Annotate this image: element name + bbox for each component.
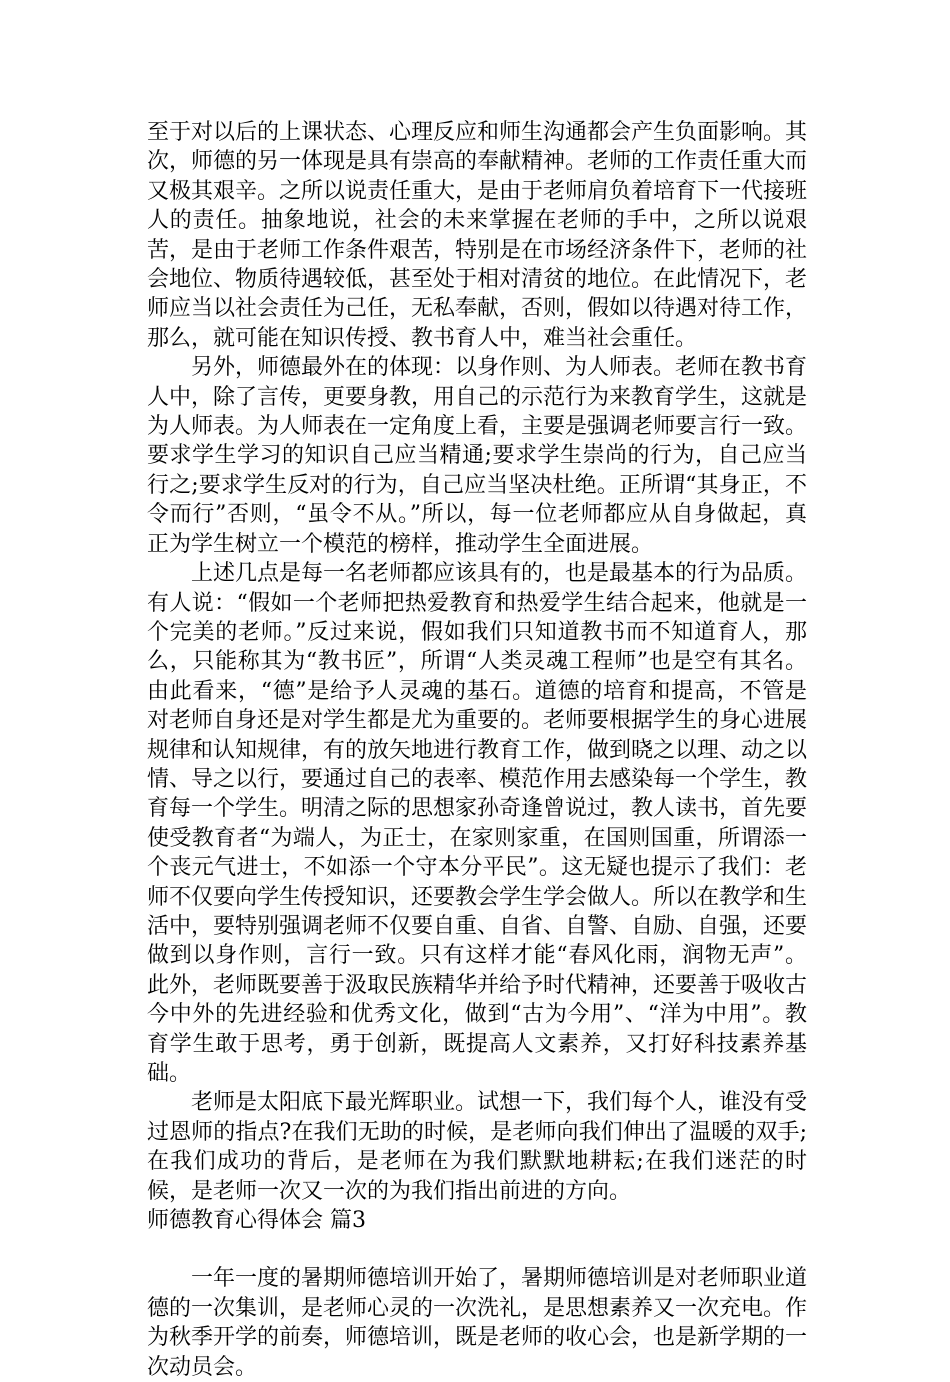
paragraph-summer-training: 一年一度的暑期师德培训开始了，暑期师德培训是对老师职业道德的一次集训，是老师心灵的一次洗礼，是思想素养又一次充电。作为秋季开学的前奏，师德培训，既是老师的收心会，也是新学期的一次动员会。 [147, 1266, 808, 1380]
blank-line [147, 1235, 807, 1264]
section-heading: 师德教育心得体会 篇3 [147, 1208, 366, 1234]
paragraph-noble-profession: 老师是太阳底下最光辉职业。试想一下，我们每个人，谁没有受过恩师的指点?在我们无助的时候，是老师向我们伸出了温暖的双手;在我们成功的背后，是老师在为我们默默地耕耘;在我们迷茫的时候，是老师一次又一次的为我们指出前进的方向。 [147, 1090, 808, 1204]
paragraph-continuation: 至于对以后的上课状态、心理反应和师生沟通都会产生负面影响。其次，师德的另一体现是具有崇高的奉献精神。老师的工作责任重大而又极其艰辛。之所以说责任重大，是由于老师肩负着培育下一代接班人的责任。抽象地说，社会的未来掌握在老师的手中，之所以说艰苦，是由于老师工作条件艰苦，特别是在市场经济条件下，老师的社会地位、物质待遇较低，甚至处于相对清贫的地位。在此情况下，老师应当以社会责任为己任，无私奉献，否则，假如以待遇对待工作，那么，就可能在知识传授、教书育人中，难当社会重任。 [147, 120, 808, 351]
paragraph-role-model: 另外，师德最外在的体现：以身作则、为人师表。老师在教书育人中，除了言传，更要身教，用自己的示范行为来教育学生，这就是为人师表。为人师表在一定角度上看，主要是强调老师要言行一致。要求学生学习的知识自己应当精通;要求学生崇尚的行为，自己应当行之;要求学生反对的行为，自己应当坚决杜绝。正所谓“其身正，不令而行”否则，“虽令不从。”所以，每一位老师都应从自身做起，真正为学生树立一个模范的榜样，推动学生全面进展。 [147, 355, 808, 557]
document-body [147, 118, 807, 1382]
paragraph-basic-qualities: 上述几点是每一名老师都应该具有的，也是最基本的行为品质。有人说：“假如一个老师把热爱教育和热爱学生结合起来，他就是一个完美的老师。”反过来说，假如我们只知道教书而不知道育人，那么，只能称其为“教书匠”，所谓“人类灵魂工程师”也是空有其名。由此看来，“德”是给予人灵魂的基石。道德的培育和提高，不管是对老师自身还是对学生都是尤为重要的。老师要根据学生的身心进展规律和认知规律，有的放矢地进行教育工作，做到晓之以理、动之以情、导之以行，要通过自己的表率、模范作用去感染每一个学生，教育每一个学生。明清之际的思想家孙奇逢曾说过，教人读书，首先要使受教育者“为端人，为正士，在家则家重，在国则国重，所谓添一个丧元气进士，不如添一个守本分平民”。这无疑也提示了我们：老师不仅要向学生传授知识，还要教会学生学会做人。所以在教学和生活中，要特别强调老师不仅要自重、自省、自警、自励、自强，还要做到以身作则，言行一致。只有这样才能“春风化雨，润物无声”。此外，老师既要善于汲取民族精华并给予时代精神，还要善于吸收古今中外的先进经验和优秀文化，做到“古为今用”、“洋为中用”。教育学生敢于思考，勇于创新，既提高人文素养，又打好科技素养基础。 [147, 561, 808, 1086]
